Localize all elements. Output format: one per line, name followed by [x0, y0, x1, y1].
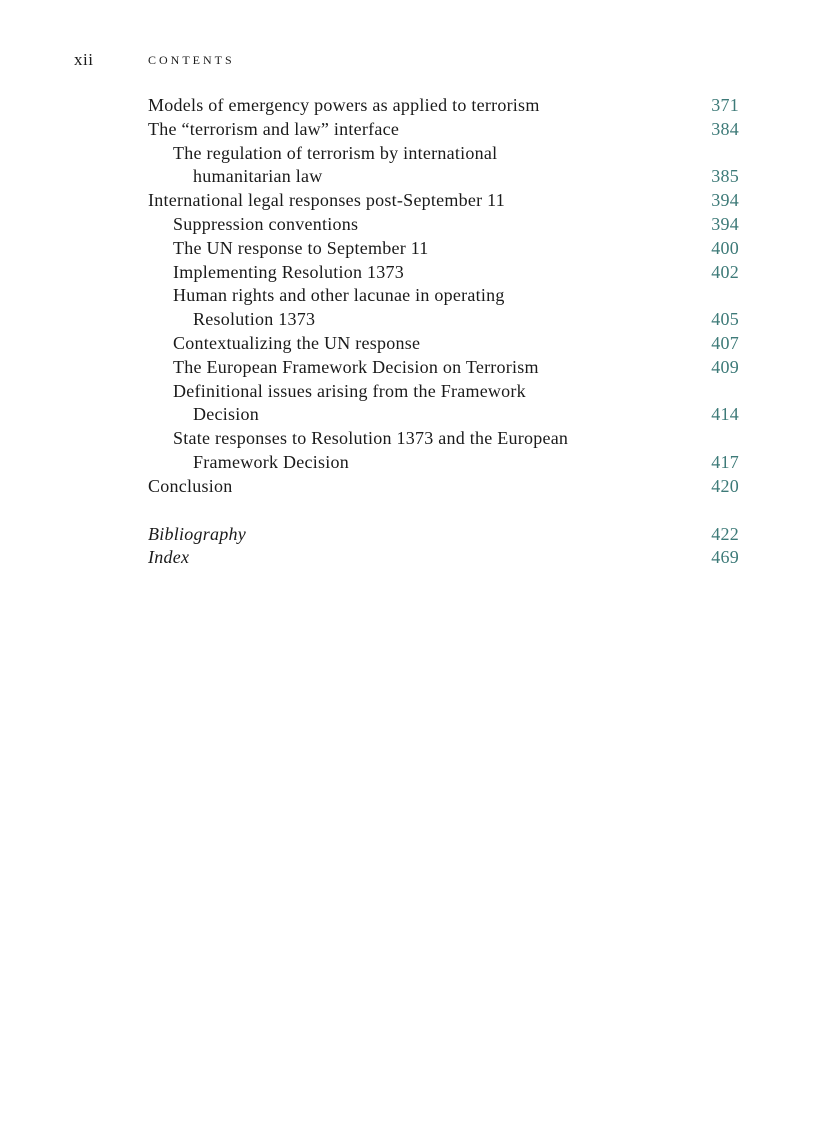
- toc-entry-title: Definitional issues arising from the Framework: [173, 380, 526, 401]
- toc-page-number: 400: [711, 237, 739, 258]
- page-folio: xii: [74, 50, 94, 69]
- toc-entry-title: Bibliography: [148, 523, 246, 544]
- table-of-contents: [148, 94, 740, 570]
- toc-page-number: 409: [711, 356, 739, 377]
- section-heading: CONTENTS: [148, 53, 235, 67]
- toc-entry-title: The “terrorism and law” interface: [148, 118, 400, 139]
- toc-entry-title: Contextualizing the UN response: [173, 332, 421, 353]
- toc-entry-title: Models of emergency powers as applied to terrorism: [148, 95, 540, 115]
- toc-entry: [148, 356, 740, 380]
- toc-entry: [148, 284, 740, 308]
- toc-entry: [148, 213, 740, 237]
- toc-page-number: 384: [711, 118, 739, 139]
- toc-entry-continuation: [148, 451, 740, 475]
- toc-page-number: 371: [711, 95, 739, 115]
- toc-entry: [148, 189, 740, 213]
- toc-entry: [148, 94, 740, 118]
- toc-entry-title: Index: [148, 547, 190, 568]
- toc-page-number: 394: [711, 190, 739, 211]
- toc-entry-title: Implementing Resolution 1373: [173, 261, 404, 282]
- toc-entry: [148, 118, 740, 142]
- toc-entry: [148, 427, 740, 451]
- toc-entry-title: The UN response to September 11: [173, 237, 429, 258]
- toc-entry: [148, 237, 740, 261]
- toc-entry-continuation: [148, 308, 740, 332]
- toc-entry-title: The European Framework Decision on Terrorism: [173, 356, 539, 377]
- toc-entry-title: Decision: [193, 404, 259, 425]
- toc-entry-title: Resolution 1373: [193, 309, 316, 330]
- toc-entry: [148, 475, 740, 499]
- toc-entry-continuation: [148, 403, 740, 427]
- toc-page-number: 407: [711, 332, 739, 353]
- toc-page-number: 402: [711, 261, 739, 282]
- toc-entry-title: State responses to Resolution 1373 and the European: [173, 428, 569, 449]
- toc-entry-title: International legal responses post-September 11: [148, 190, 505, 211]
- toc-page-number: 422: [711, 523, 739, 544]
- toc-entry-continuation: [148, 165, 740, 189]
- toc-entry-title: Human rights and other lacunae in operating: [173, 285, 505, 306]
- toc-page-number: 394: [711, 213, 739, 234]
- toc-page-number: 385: [711, 166, 739, 187]
- toc-entry-title: Framework Decision: [193, 451, 349, 472]
- running-head: [74, 50, 774, 70]
- toc-entry: [148, 142, 740, 166]
- toc-page-number: 417: [711, 451, 739, 472]
- toc-entry: [148, 380, 740, 404]
- toc-entry-title: The regulation of terrorism by international: [173, 142, 498, 163]
- toc-page-number: 469: [711, 547, 739, 568]
- toc-entry: [148, 332, 740, 356]
- toc-entry-title: Suppression conventions: [173, 213, 359, 234]
- toc-page-number: 420: [711, 475, 739, 496]
- toc-entry-title: Conclusion: [148, 475, 233, 496]
- toc-back-matter-entry: [148, 546, 740, 570]
- toc-page-number: 405: [711, 309, 739, 330]
- toc-back-matter-entry: [148, 523, 740, 547]
- toc-entry: [148, 261, 740, 285]
- toc-page-number: 414: [711, 404, 739, 425]
- toc-entry-title: humanitarian law: [193, 166, 323, 187]
